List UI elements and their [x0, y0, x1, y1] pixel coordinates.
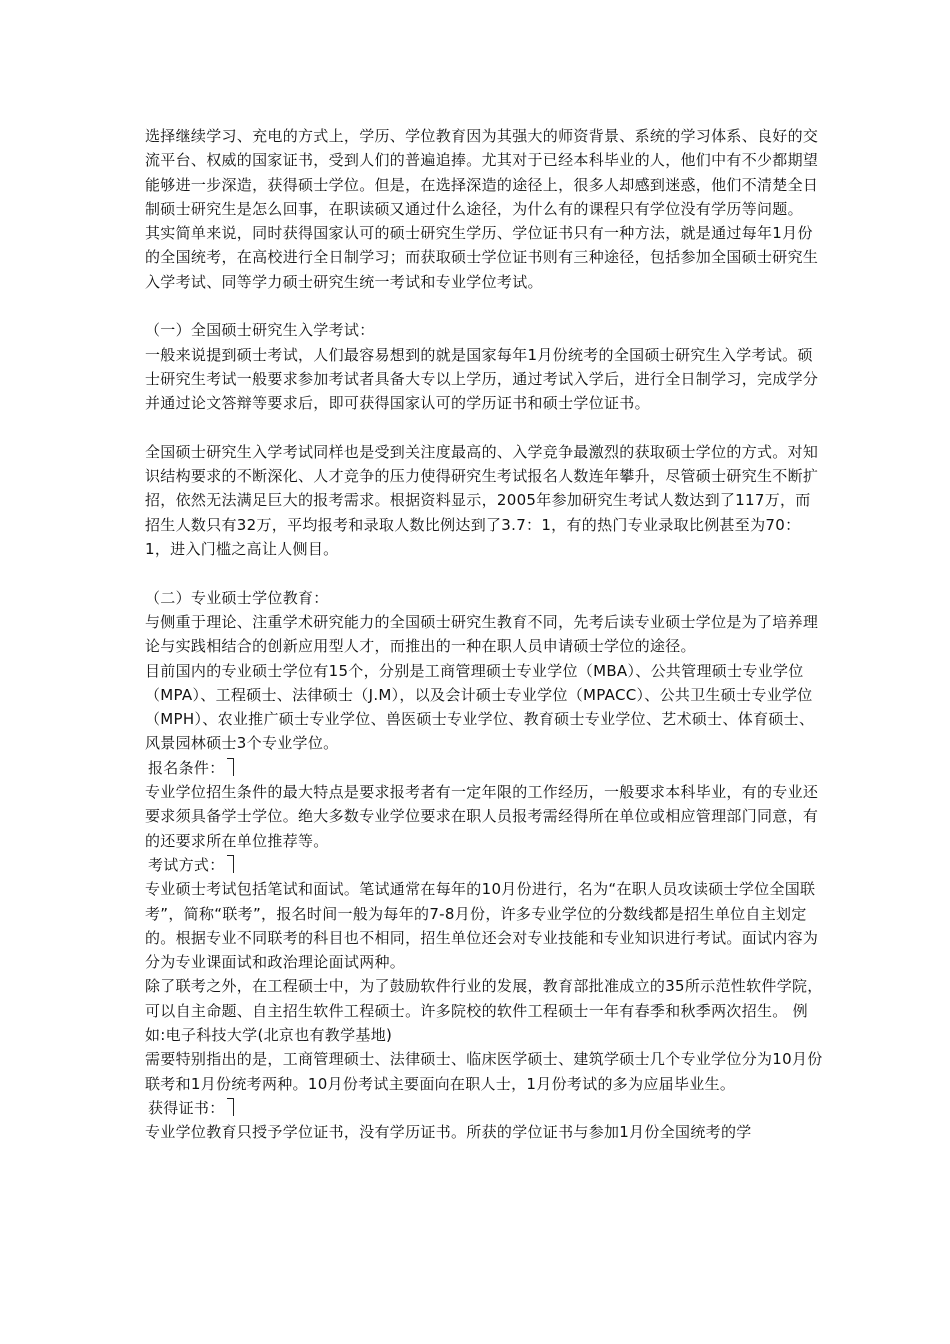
exam-paragraph-2: 除了联考之外，在工程硕士中，为了鼓励软件行业的发展，教育部批准成立的35所示范性软件学院，可以自主命题、自主招生软件工程硕士。许多院校的软件工程硕士一年有春季和秋季两次招生。 例如:电子科技大学(北京也有教学基地): [145, 977, 823, 1044]
exam-paragraph-1: 专业硕士考试包括笔试和面试。笔试通常在每年的10月份进行，名为“在职人员攻读硕士学位全国联考”，简称“联考”，报名时间一般为每年的7-8月份，许多专业学位的分数线都是招生单位自主划定的。根据专业不同联考的科目也不相同，招生单位还会对专业技能和专业知识进行考试。面试内容为分为专业课面试和政治理论面试两种。: [145, 880, 819, 972]
section-heading-1: （一）全国硕士研究生入学考试：: [145, 321, 375, 340]
bracket-mark: [227, 758, 234, 776]
section2-paragraph-2: 目前国内的专业硕士学位有15个，分别是工商管理硕士专业学位（MBA）、公共管理硕士专业学位（MPA）、工程硕士、法律硕士（J.M），以及会计硕士专业学位（MPACC）、公共卫生硕士专业学位（MPH）、农业推广硕士专业学位、兽医硕士专业学位、教育硕士专业学位、艺术硕士、体育硕士、风景园林硕士3个专业学位。: [145, 661, 815, 753]
bracket-mark: [227, 855, 234, 873]
spacer: [145, 416, 825, 440]
section1-paragraph-1: 一般来说提到硕士考试，人们最容易想到的就是国家每年1月份统考的全国硕士研究生入学考试。硕士研究生考试一般要求参加考试者具备大专以上学历，通过考试入学后，进行全日制学习，完成学分并通过论文答辩等要求后，即可获得国家认可的学历证书和硕士学位证书。: [145, 345, 819, 413]
subheading-text: 考试方式：: [148, 855, 225, 874]
spacer: [145, 561, 825, 585]
section-heading-2: （二）专业硕士学位教育：: [145, 588, 329, 607]
registration-paragraph: 专业学位招生条件的最大特点是要求报考者有一定年限的工作经历，一般要求本科毕业，有的专业还要求须具备学士学位。绝大多数专业学位要求在职人员报考需经得所在单位或相应管理部门同意，有的还要求所在单位推荐等。: [145, 783, 819, 850]
section1-paragraph-2: 全国硕士研究生入学考试同样也是受到关注度最高的、入学竞争最激烈的获取硕士学位的方式。对知识结构要求的不断深化、人才竞争的压力使得研究生考试报名人数连年攀升，尽管硕士研究生不断扩招，依然无法满足巨大的报考需求。根据资料显示，2005年参加研究生考试人数达到了117万，而招生人数只有32万，平均报考和录取人数比例达到了3.7：1，有的热门专业录取比例甚至为70：1，进入门槛之高让人侧目。: [145, 442, 819, 559]
subheading-text: 报名条件：: [148, 758, 225, 777]
exam-paragraph-3: 需要特别指出的是，工商管理硕士、法律硕士、临床医学硕士、建筑学硕士几个专业学位分为10月份联考和1月份统考两种。10月份考试主要面向在职人士，1月份考试的多为应届毕业生。: [145, 1050, 823, 1093]
subheading-exam: [145, 853, 825, 877]
certificate-paragraph: 专业学位教育只授予学位证书，没有学历证书。所获的学位证书与参加1月份全国统考的学: [145, 1123, 752, 1142]
document-body: [145, 124, 825, 1144]
subheading-registration: [145, 756, 825, 780]
summary-paragraph: 其实简单来说，同时获得国家认可的硕士研究生学历、学位证书只有一种方法，就是通过每年1月份的全国统考，在高校进行全日制学习；而获取硕士学位证书则有三种途径，包括参加全国硕士研究生入学考试、同等学力硕士研究生统一考试和专业学位考试。: [145, 224, 819, 291]
subheading-text: 获得证书：: [148, 1098, 225, 1117]
subheading-certificate: [145, 1096, 825, 1120]
bracket-mark: [227, 1098, 234, 1116]
intro-paragraph: 选择继续学习、充电的方式上，学历、学位教育因为其强大的师资背景、系统的学习体系、良好的交流平台、权威的国家证书，受到人们的普遍追捧。尤其对于已经本科毕业的人，他们中有不少都期望能够进一步深造，获得硕士学位。但是，在选择深造的途径上，很多人却感到迷惑，他们不清楚全日制硕士研究生是怎么回事，在职读硕又通过什么途径，为什么有的课程只有学位没有学历等问题。: [145, 127, 819, 218]
section2-paragraph-1: 与侧重于理论、注重学术研究能力的全国硕士研究生教育不同，先考后读专业硕士学位是为了培养理论与实践相结合的创新应用型人才，而推出的一种在职人员申请硕士学位的途径。: [145, 612, 819, 656]
spacer: [145, 294, 825, 318]
